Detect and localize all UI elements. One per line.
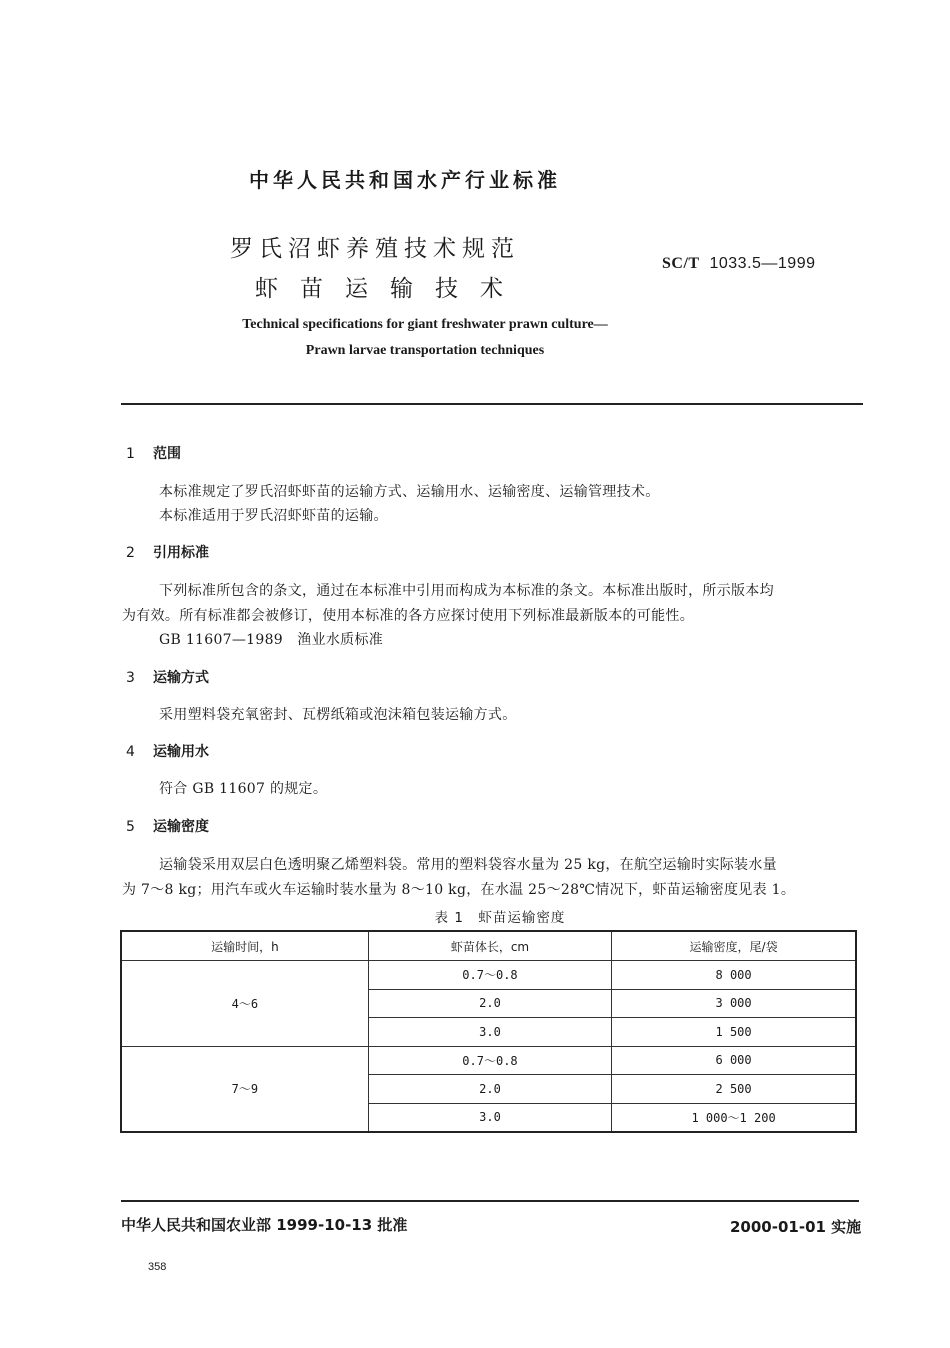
table-row: [121, 1046, 856, 1075]
length-cell: 3.0: [368, 1018, 611, 1047]
section-2-paragraph-line2: 为有效。所有标准都会被修订，使用本标准的各方应探讨使用下列标准最新版本的可能性。: [122, 608, 694, 624]
section-5-paragraph-line1: 运输袋采用双层白色透明聚乙烯塑料袋。常用的塑料袋容水量为 25 kg，在航空运输时实际装水量: [159, 857, 777, 873]
section-title: 引用标准: [153, 545, 209, 561]
english-title-line2: Prawn larvae transportation techniques: [305, 343, 545, 358]
header-divider: [121, 403, 863, 405]
table-header-row: [121, 931, 856, 961]
density-cell: 1 500: [612, 1018, 856, 1047]
time-cell: 7～9: [121, 1046, 368, 1132]
standard-code: [662, 255, 816, 273]
reference-entry: [159, 630, 383, 650]
section-number: 3: [126, 670, 135, 686]
standard-number: 1033.5—1999: [709, 255, 816, 272]
issuing-authority: 中华人民共和国水产行业标准: [249, 168, 561, 192]
section-3-heading: [126, 667, 209, 687]
length-cell: 0.7～0.8: [368, 1046, 611, 1075]
length-cell: 0.7～0.8: [368, 961, 611, 990]
length-cell: 2.0: [368, 1075, 611, 1104]
section-2-paragraph-line1: 下列标准所包含的条文，通过在本标准中引用而构成为本标准的条文。本标准出版时，所示版本均: [159, 583, 774, 599]
density-cell: 6 000: [612, 1046, 856, 1075]
time-cell: 4～6: [121, 961, 368, 1047]
transport-density-table: [120, 930, 857, 1133]
header-time: 运输时间，h: [121, 931, 368, 961]
section-5-paragraph-line2: 为 7～8 kg；用汽车或火车运输时装水量为 8～10 kg，在水温 25～28℃情况下，虾苗运输密度见表 1。: [122, 882, 796, 898]
standard-prefix: SC/T: [662, 255, 700, 272]
section-5-heading: [126, 816, 209, 836]
implementation-date: 2000-01-01 实施: [730, 1218, 862, 1236]
length-cell: 3.0: [368, 1103, 611, 1132]
density-cell: 3 000: [612, 989, 856, 1018]
document-title: 罗氏沼虾养殖技术规范: [230, 236, 520, 262]
section-title: 运输方式: [153, 670, 209, 686]
section-number: 5: [126, 819, 135, 835]
density-cell: 8 000: [612, 961, 856, 990]
section-2-heading: [126, 542, 209, 562]
section-title: 范围: [153, 446, 181, 462]
section-number: 2: [126, 545, 135, 561]
density-cell: 1 000～1 200: [612, 1103, 856, 1132]
section-1-heading: [126, 443, 181, 463]
section-4-paragraph: 符合 GB 11607 的规定。: [159, 781, 328, 797]
section-title: 运输用水: [153, 744, 209, 760]
approval-line: 中华人民共和国农业部 1999-10-13 批准: [121, 1216, 408, 1234]
page-number: 358: [148, 1261, 167, 1273]
section-3-paragraph: 采用塑料袋充氧密封、瓦楞纸箱或泡沫箱包装运输方式。: [159, 707, 517, 723]
header-density: 运输密度，尾/袋: [612, 931, 856, 961]
section-4-heading: [126, 741, 209, 761]
section-1-paragraph-1: 本标准规定了罗氏沼虾虾苗的运输方式、运输用水、运输密度、运输管理技术。: [159, 484, 660, 500]
footer-divider: [121, 1200, 859, 1202]
section-1-paragraph-2: 本标准适用于罗氏沼虾虾苗的运输。: [159, 508, 388, 524]
table-row: [121, 961, 856, 990]
english-title-line1: Technical specifications for giant freshwater prawn culture—: [242, 317, 608, 332]
length-cell: 2.0: [368, 989, 611, 1018]
section-title: 运输密度: [153, 819, 209, 835]
section-number: 4: [126, 744, 135, 760]
header-length: 虾苗体长，cm: [368, 931, 611, 961]
section-number: 1: [126, 446, 135, 462]
document-subtitle: 虾苗运输技术: [255, 276, 525, 302]
density-cell: 2 500: [612, 1075, 856, 1104]
table-caption: 表 1 虾苗运输密度: [434, 910, 566, 926]
reference-title: 渔业水质标准: [297, 632, 384, 648]
reference-code: GB 11607—1989: [159, 632, 283, 648]
